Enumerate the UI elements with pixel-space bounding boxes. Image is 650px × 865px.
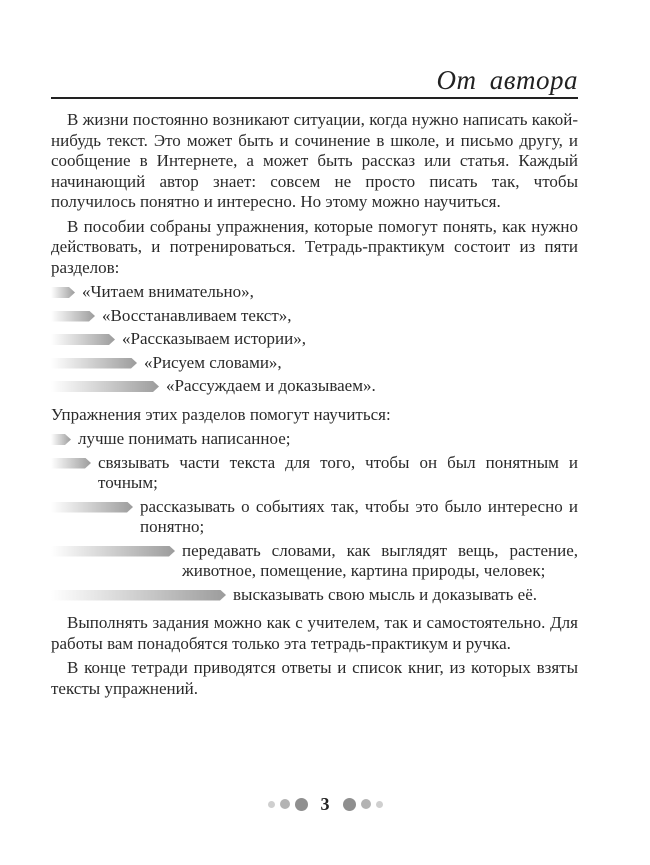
list-item: передавать словами, как выглядят вещь, растение, животное, помещение, картина природы, человек; <box>51 541 578 582</box>
list-item: «Рассуждаем и доказываем». <box>51 376 578 397</box>
decorative-dot-icon <box>376 801 383 808</box>
outro-paragraph-2: В конце тетради приводятся ответы и список книг, из которых взяты тексты упражнений. <box>51 658 578 698</box>
arrow-bullet-icon <box>51 381 159 392</box>
list-item: высказывать свою мысль и доказывать её. <box>51 585 578 606</box>
arrow-bullet-icon <box>51 434 71 445</box>
list-item: рассказывать о событиях так, чтобы это было интересно и понятно; <box>51 497 578 538</box>
list-item: «Рисуем словами», <box>51 353 578 374</box>
decorative-dot-icon <box>268 801 275 808</box>
page-footer <box>0 792 650 816</box>
intro-paragraph-1: В жизни постоянно возникают ситуации, когда нужно написать какой-нибудь текст. Это может быть и сочинение в школе, и письмо другу, и сообщение в Интернете, а может быть рассказ или статья. Каждый начинающий автор знает: совсем не просто писать так, чтобы получилось понятно и интересно. Но этому можно научиться. <box>51 110 578 211</box>
sections-list <box>51 282 578 397</box>
outro-paragraph-1: Выполнять задания можно как с учителем, так и самостоятельно. Для работы вам понадобятся только эта тетрадь-практикум и ручка. <box>51 613 578 653</box>
arrow-bullet-icon <box>51 311 95 322</box>
arrow-bullet-icon <box>51 334 115 345</box>
skills-intro: Упражнения этих разделов помогут научиться: <box>51 404 391 424</box>
arrow-bullet-icon <box>51 546 175 557</box>
arrow-bullet-icon <box>51 287 75 298</box>
arrow-bullet-icon <box>51 358 137 369</box>
decorative-dot-icon <box>343 798 356 811</box>
decorative-dot-icon <box>361 799 371 809</box>
intro-paragraph-2: В пособии собраны упражнения, которые помогут понять, как нужно действовать, и потренироваться. Тетрадь-практикум состоит из пяти разделов: <box>51 216 578 277</box>
list-item: «Восстанавливаем текст», <box>51 306 578 327</box>
list-item: связывать части текста для того, чтобы он был понятным и точным; <box>51 453 578 494</box>
skills-list <box>51 429 578 605</box>
decorative-dot-icon <box>295 798 308 811</box>
page-title: От автора <box>436 65 578 95</box>
arrow-bullet-icon <box>51 458 91 469</box>
page-body <box>51 110 578 703</box>
list-item: «Рассказываем истории», <box>51 329 578 350</box>
page-header <box>51 66 578 99</box>
list-item: «Читаем внимательно», <box>51 282 578 303</box>
list-item: лучше понимать написанное; <box>51 429 578 450</box>
arrow-bullet-icon <box>51 502 133 513</box>
page-number: 3 <box>320 793 330 814</box>
arrow-bullet-icon <box>51 590 226 601</box>
decorative-dot-icon <box>280 799 290 809</box>
